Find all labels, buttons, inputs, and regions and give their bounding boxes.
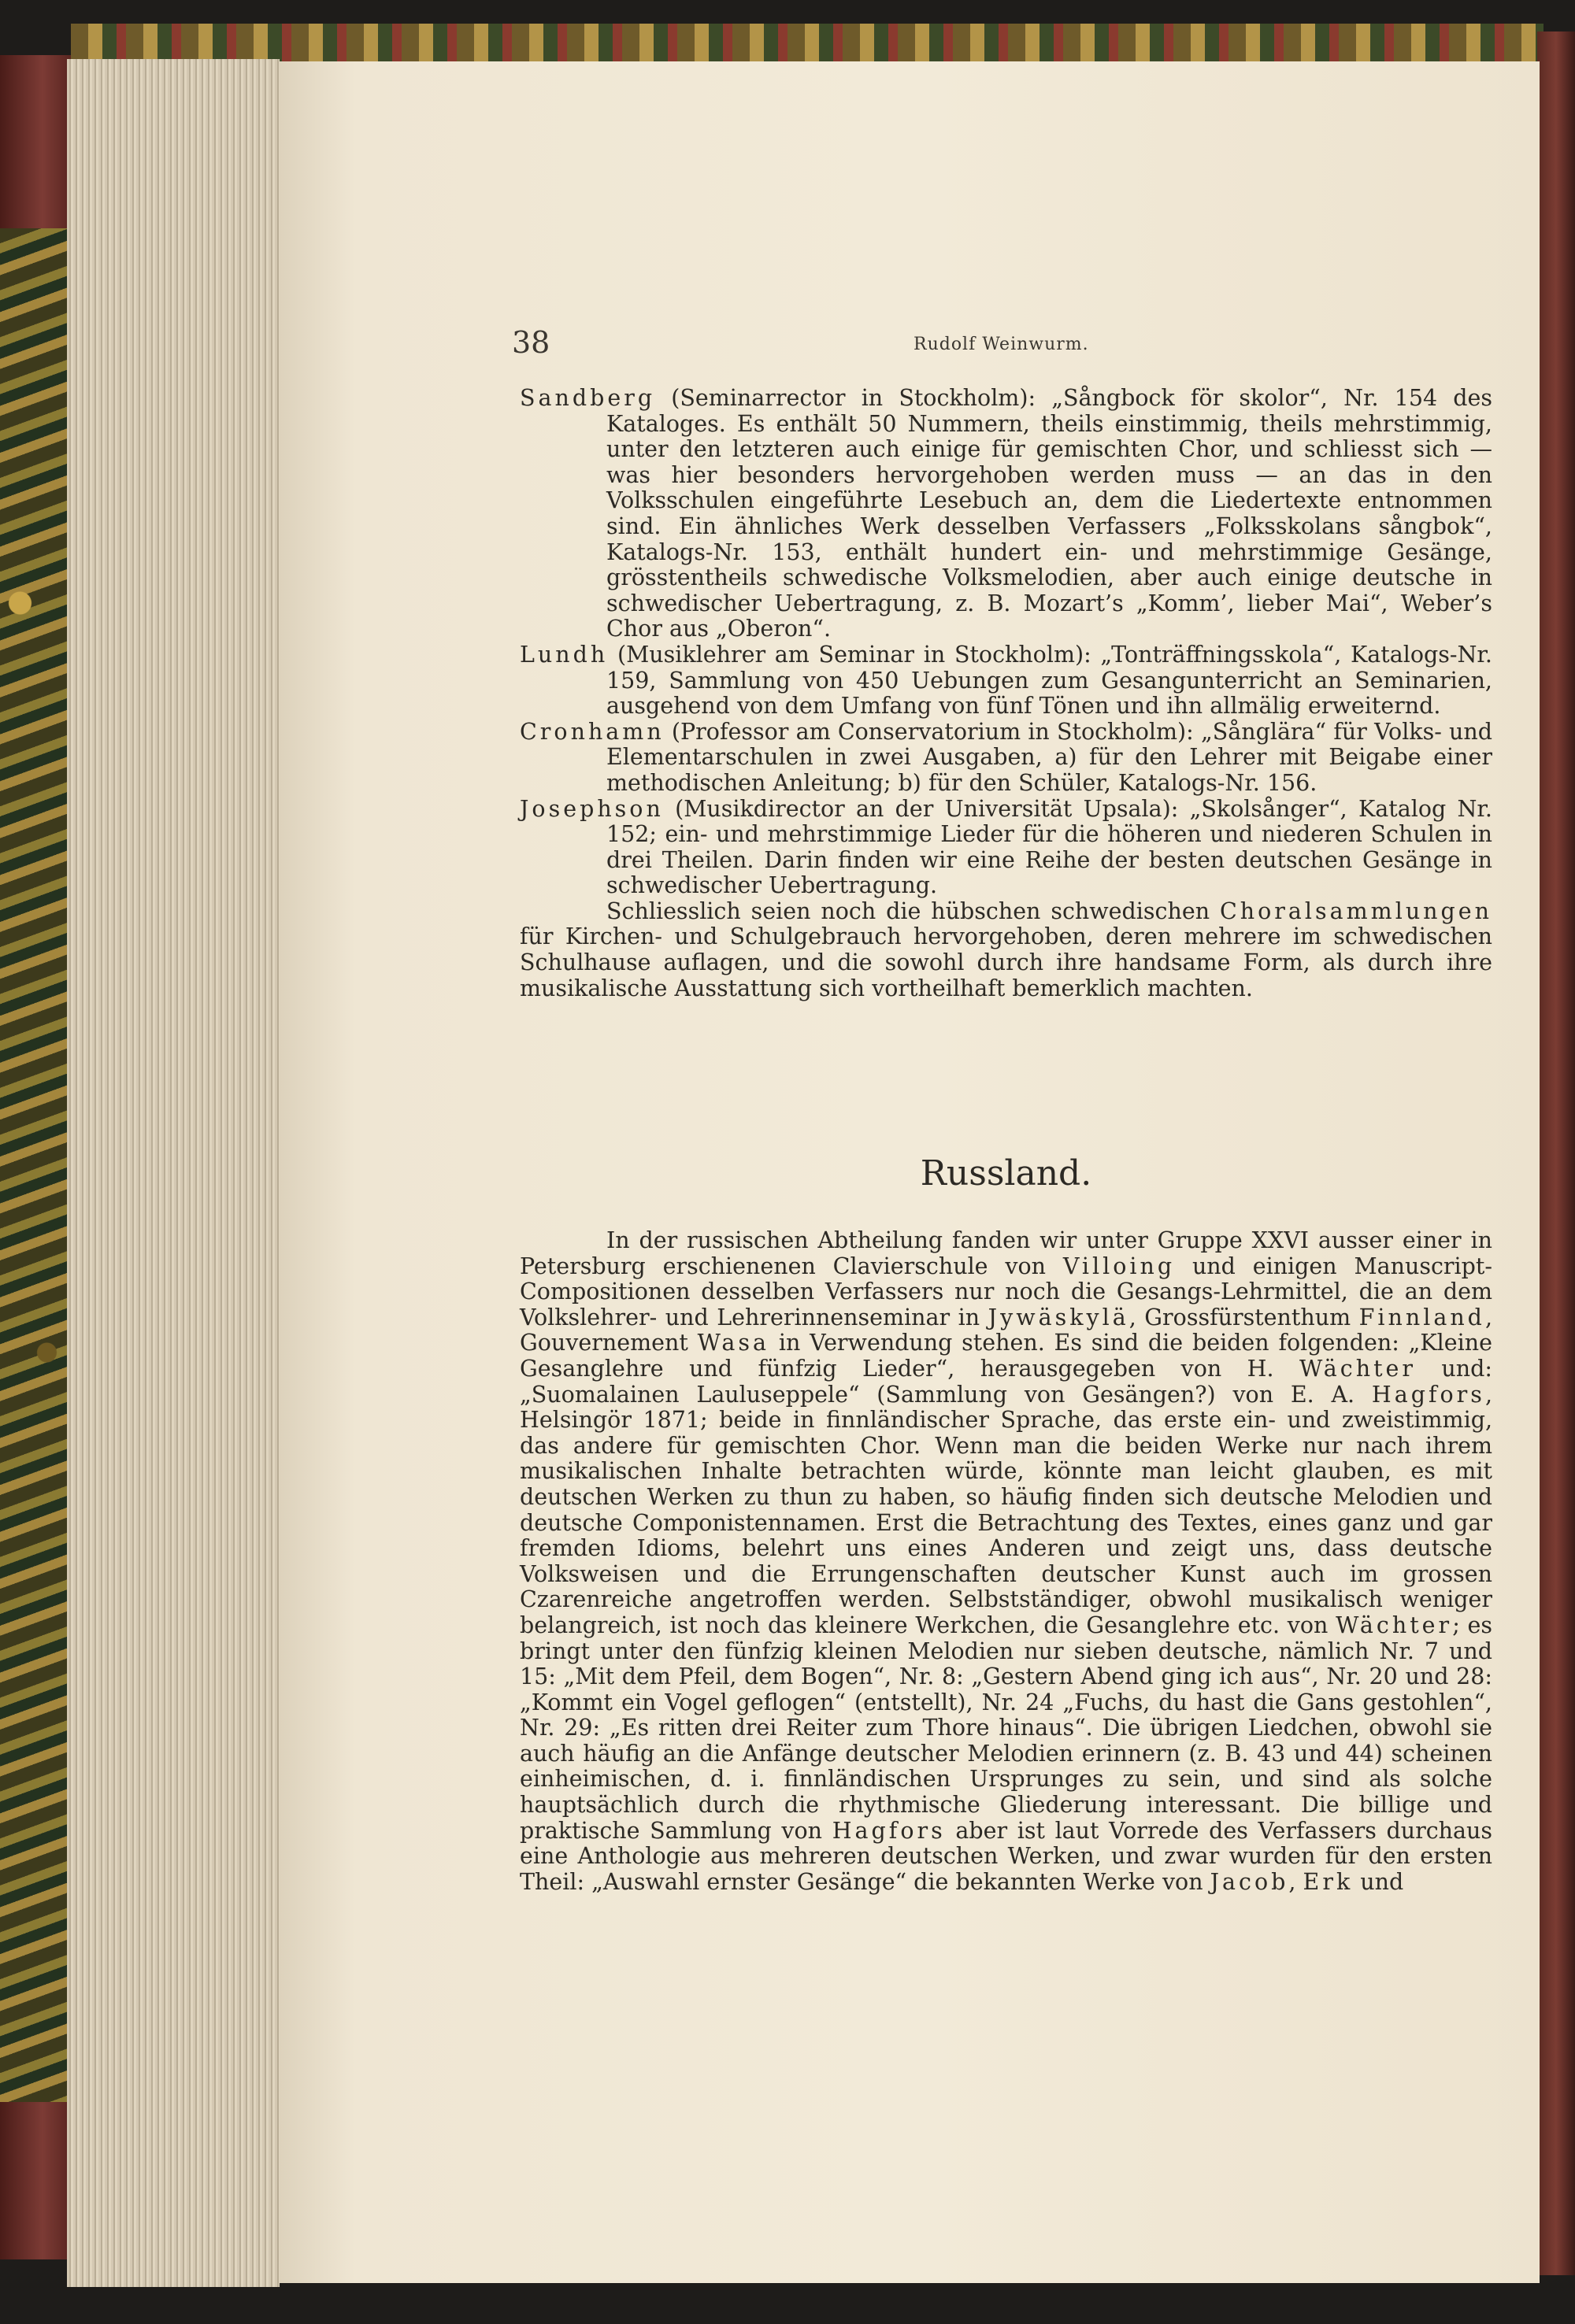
- place-jyvaskyla: Jywäskylä: [988, 1304, 1129, 1330]
- page-block-edges: [67, 59, 280, 2287]
- name-waechter: Wächter: [1336, 1612, 1453, 1638]
- marbled-endpaper: [0, 228, 67, 2102]
- closing-paragraph: Schliesslich seien noch die hübschen schwedischen Choralsammlungen für Kirchen- und Schulgebrauch hervorgehoben, deren mehrere im schwedischen Schulhause auflagen, und die sowohl durch ihre handsame Form, als durch ihre musikalische Ausstattung sich vortheilhaft bemerklich machten.: [520, 897, 1492, 1001]
- entry-josephson: [520, 797, 1492, 899]
- entry-lundh: [520, 642, 1492, 720]
- name-waechter: Wächter: [1299, 1355, 1417, 1382]
- entry-sandberg: [520, 386, 1492, 642]
- place-finnland: Finnland: [1358, 1304, 1485, 1330]
- entry-text: (Professor am Conservatorium in Stockholm): „Sånglära“ für Volks- und Elementarschulen in zwei Ausgaben, a) für den Lehrer mit Beigabe einer methodischen Anleitung; b) für den Schüler, Katalogs-Nr. 156.: [606, 718, 1492, 796]
- russia-section: [520, 1228, 1492, 1895]
- entry-name: Lundh: [520, 641, 609, 668]
- entry-text: (Musikdirector an der Universität Upsala): „Skolsånger“, Katalog Nr. 152; ein- und mehrstimmige Lieder für die höheren und niederen Schulen in drei Theilen. Darin finden wir eine Reihe der besten deutschen Gesänge in schwedischer Uebertragung.: [606, 795, 1492, 899]
- page-number: 38: [512, 325, 550, 360]
- name-erk: Erk: [1303, 1868, 1354, 1895]
- entry-name: Sandberg: [520, 385, 656, 411]
- entry-text: (Seminarrector in Stockholm): „Sångbock för skolor“, Nr. 154 des Kataloges. Es enthält 50 Nummern, theils einstimmig, theils mehrstimmig, unter den letzteren auch einige für gemischten Chor, und schliesst sich — was hier besonders hervorgehoben werden muss — an das in den Volksschulen eingeführte Lesebuch an, dem die Liedertexte entnommen sind. Ein ähnliches Werk desselben Verfassers „Folksskolans sångbok“, Katalogs-Nr. 153, enthält hundert ein- und mehrstimmige Gesänge, grösstentheils schwedische Volksmelodien, aber auch einige deutsche in schwedischer Uebertragung, z. B. Mozart’s „Komm’, lieber Mai“, Weber’s Chor aus „Oberon“.: [606, 385, 1492, 642]
- name-hagfors: Hagfors: [1371, 1381, 1485, 1408]
- name-hagfors: Hagfors: [832, 1817, 946, 1844]
- running-head: Rudolf Weinwurm.: [914, 335, 1089, 354]
- book-cover-right-edge: [1537, 31, 1575, 2275]
- name-jacob: Jacob: [1210, 1868, 1289, 1895]
- emphasis-choralsammlungen: Choralsammlungen: [1219, 897, 1492, 924]
- entry-name: Cronhamn: [520, 718, 665, 745]
- catalog-entries: [520, 386, 1492, 1001]
- place-wasa: Wasa: [697, 1330, 770, 1356]
- entry-text: (Musiklehrer am Seminar in Stockholm): „Tonträffningsskola“, Katalogs-Nr. 159, Sammlung von 450 Uebungen zum Gesangunterricht an Seminarien, ausgehend von dem Umfang von fünf Tönen und ihn allmälig erweiternd.: [606, 641, 1492, 720]
- section-title: Russland.: [920, 1153, 1092, 1193]
- entry-name: Josephson: [520, 795, 664, 822]
- russia-paragraph: In der russischen Abtheilung fanden wir unter Gruppe XXVI ausser einer in Petersburg erschienenen Clavierschule von Villoing und einigen Manuscript-Compositionen desselben Verfassers nur noch die Gesangs-Lehrmittel, die an dem Volkslehrer- und Lehrerinnenseminar in Jywäskylä, Grossfürstenthum Finnland, Gouvernement Wasa in Verwendung stehen. Es sind die beiden folgenden: „Kleine Gesanglehre und fünfzig Lieder“, herausgegeben von H. Wächter und: „Suomalainen Laulusеppele“ (Sammlung von Gesängen?) von E. A. Hagfors, Helsingör 1871; beide in finnländischer Sprache, das erste ein- und zweistimmig, das andere für gemischten Chor. Wenn man die beiden Werke nur nach ihrem musikalischen Inhalte betrachten würde, könnte man leicht glauben, es mit deutschen Werken zu thun zu haben, so häufig finden sich deutsche Melodien und deutsche Componistennamen. Erst die Betrachtung des Textes, eines ganz und gar fremden Idioms, belehrt uns eines Anderen und zeigt uns, dass deutsche Volksweisen und die Errungenschaften deutscher Kunst auch im grossen Czarenreiche angetroffen werden. Selbstständiger, obwohl musikalisch weniger belangreich, ist noch das kleinere Werkchen, die Gesanglehre etc. von Wächter; es bringt unter den fünfzig kleinen Melodien nur sieben deutsche, nämlich Nr. 7 und 15: „Mit dem Pfeil, dem Bogen“, Nr. 8: „Gestern Abend ging ich aus“, Nr. 20 und 28: „Kommt ein Vogel geflogen“ (entstellt), Nr. 24 „Fuchs, du hast die Gans gestohlen“, Nr. 29: „Es ritten drei Reiter zum Thore hinaus“. Die übrigen Liedchen, obwohl sie auch häufig an die Anfänge deutscher Melodien erinnern (z. B. 43 und 44) scheinen einheimischen, d. i. finnländischen Ursprunges zu sein, und sind als solche hauptsächlich durch die rhythmische Gliederung interessant. Die billige und praktische Sammlung von Hagfors aber ist laut Vorrede des Verfassers durchaus eine Anthologie aus mehreren deutschen Werken, und zwar wurden für den ersten Theil: „Auswahl ernster Gesänge“ die bekannten Werke von Jacob, Erk und: [520, 1227, 1492, 1895]
- page-header: [512, 325, 1142, 372]
- name-villoing: Villoing: [1062, 1253, 1176, 1279]
- entry-cronhamn: [520, 720, 1492, 797]
